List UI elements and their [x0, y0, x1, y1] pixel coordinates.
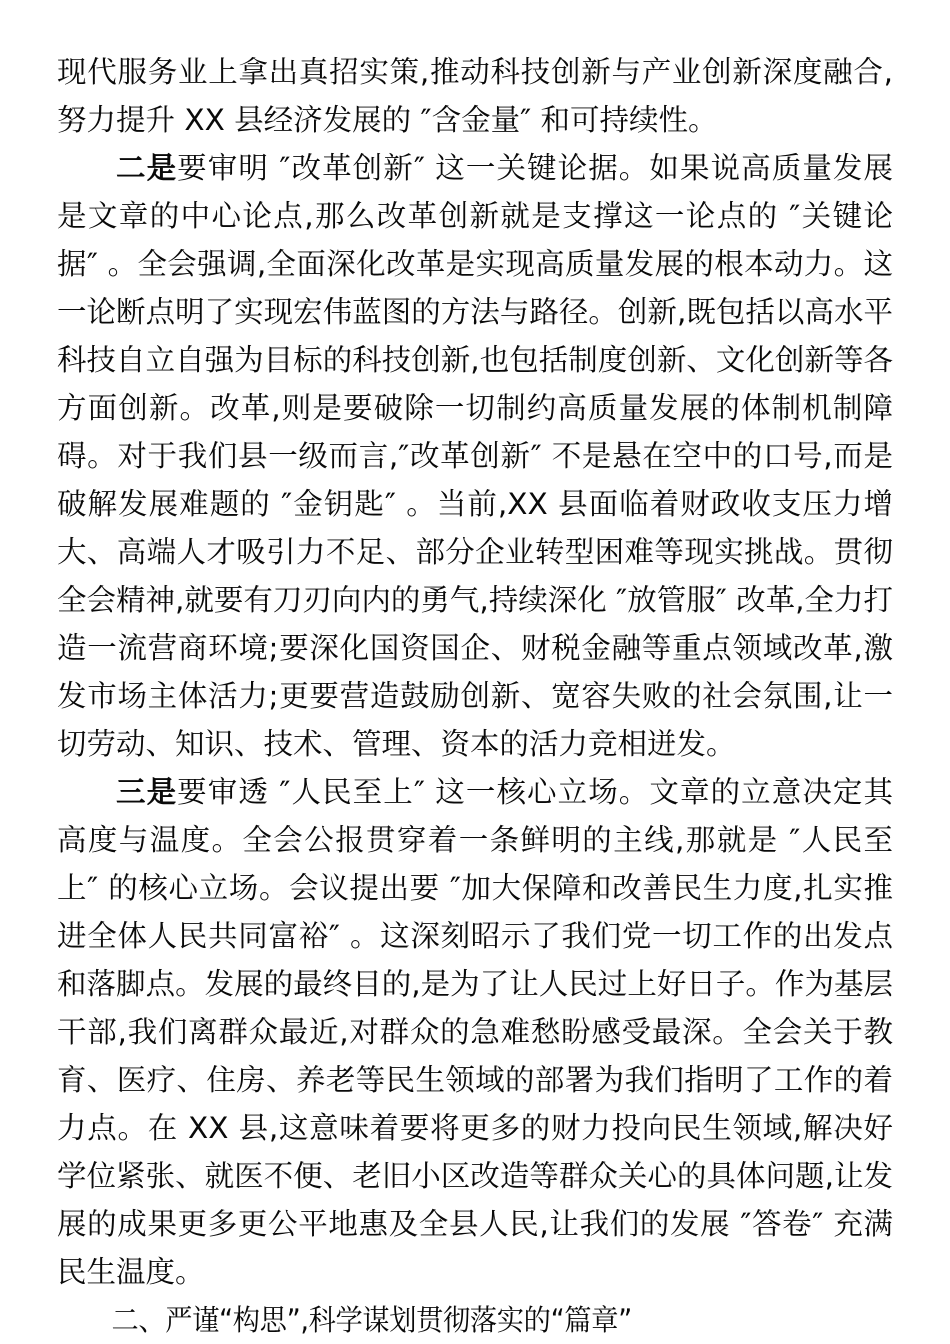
paragraph-point-two-text: 要审明 ″改革创新″ 这一关键论据。如果说高质量发展是文章的中心论点,那么改革创新就是支撑这一论点的 ″关键论据″ 。全会强调,全面深化改革是实现高质量发展的根本动力。这一论断点明了实现宏伟蓝图的方法与路径。创新,既包括以高水平科技自立自强为目标的科技创新,也包括制度创新、文化创新等各方面创新。改革,则是要破除一切制约高质量发展的体制机制障碍。对于我们县一级而言,″改革创新″ 不是悬在空中的口号,而是破解发展难题的 ″金钥匙″ 。当前,XX 县面临着财政收支压力增大、高端人才吸引力不足、部分企业转型困难等现实挑战。贯彻全会精神,就要有刀刃向内的勇气,持续深化 ″放管服″ 改革,全力打造一流营商环境;要深化国资国企、财税金融等重点领域改革,激发市场主体活力;更要营造鼓励创新、宽容失败的社会氛围,让一切劳动、知识、技术、管理、资本的活力竞相迸发。: [57, 151, 893, 761]
paragraph-point-two: [57, 144, 893, 768]
paragraph-point-three-lead: 三是: [116, 775, 178, 809]
paragraph-point-two-lead: 二是: [116, 151, 178, 185]
section-heading-two: 二、严谨“构思”,科学谋划贯彻落实的“篇章”: [111, 1303, 632, 1337]
paragraph-point-three-text: 要审透 ″人民至上″ 这一核心立场。文章的立意决定其高度与温度。全会公报贯穿着一条鲜明的主线,那就是 ″人民至上″ 的核心立场。会议提出要 ″加大保障和改善民生力度,扎实推进全体人民共同富裕″ 。这深刻昭示了我们党一切工作的出发点和落脚点。发展的最终目的,是为了让人民过上好日子。作为基层干部,我们离群众最近,对群众的急难愁盼感受最深。全会关于教育、医疗、住房、养老等民生领域的部署为我们指明了工作的着力点。在 XX 县,这意味着要将更多的财力投向民生领域,解决好学位紧张、就医不便、老旧小区改造等群众关心的具体问题,让发展的成果更多更公平地惠及全县人民,让我们的发展 ″答卷″ 充满民生温度。: [57, 775, 893, 1289]
paragraph-point-three: [57, 768, 893, 1296]
paragraph-continuation: 现代服务业上拿出真招实策,推动科技创新与产业创新深度融合,努力提升 XX 县经济发展的 ″含金量″ 和可持续性。: [57, 55, 893, 137]
document-body: [57, 48, 893, 1344]
